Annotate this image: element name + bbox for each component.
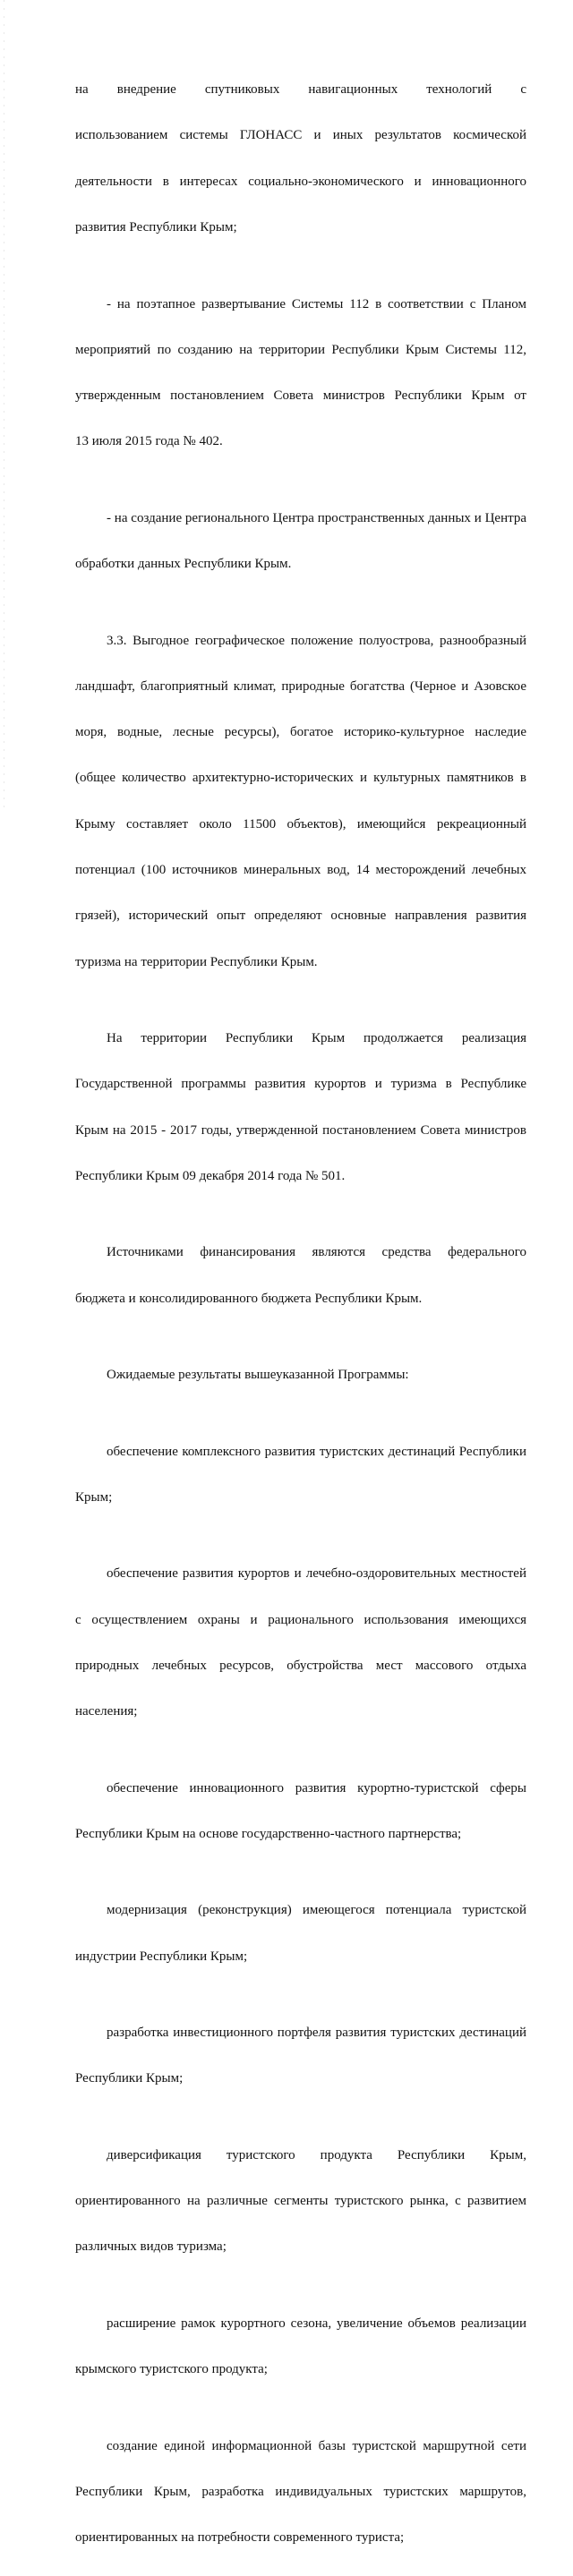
- line: бюджета и консолидированного бюджета Республики Крым.: [75, 1291, 423, 1306]
- line: обеспечение развития курортов и лечебно-оздоровительных местностей: [107, 1566, 526, 1582]
- line: обработки данных Республики Крым.: [75, 557, 292, 572]
- line: Крым;: [75, 1489, 113, 1505]
- line: обеспечение комплексного развития туристских дестинаций Республики: [107, 1444, 526, 1459]
- line: Республики Крым на основе государственно-частного партнерства;: [75, 1826, 462, 1841]
- paragraph-p4: [75, 602, 526, 1000]
- line: Республики Крым;: [75, 2071, 184, 2086]
- line: (общее количество архитектурно-исторических и культурных памятников в: [75, 771, 526, 786]
- line: - на поэтапное развертывание Системы 112 в соответствии с Планом: [107, 296, 526, 311]
- line: Республики Крым, разработка индивидуальных туристских маршрутов,: [75, 2484, 526, 2499]
- line: модернизация (реконструкция) имеющегося потенциала туристской: [107, 1903, 526, 1918]
- line: расширение рамок курортного сезона, увеличение объемов реализации: [107, 2316, 526, 2331]
- line: с осуществлением охраны и рационального использования имеющихся: [75, 1612, 526, 1627]
- paragraph-p6: [75, 1215, 526, 1337]
- line: туризма на территории Республики Крым.: [75, 954, 318, 969]
- line: ориентированных на потребности современного туриста;: [75, 2530, 405, 2546]
- line: Крыму составляет около 11500 объектов), имеющийся рекреационный: [75, 816, 526, 832]
- line: ландшафт, благоприятный климат, природные богатства (Черное и Азовское: [75, 678, 526, 694]
- line: Ожидаемые результаты вышеуказанной Программы:: [107, 1368, 409, 1383]
- line: обеспечение инновационного развития курортно-туристской сферы: [107, 1780, 526, 1796]
- line: потенциал (100 источников минеральных вод, 14 месторождений лечебных: [75, 862, 526, 877]
- line: разработка инвестиционного портфеля развития туристских дестинаций: [107, 2026, 526, 2041]
- line: - на создание регионального Центра пространственных данных и Центра: [107, 510, 526, 525]
- line: создание единой информационной базы туристской маршрутной сети: [107, 2438, 526, 2453]
- paragraph-p12: [75, 1995, 526, 2118]
- paragraph-p1: [75, 52, 526, 266]
- line: использованием системы ГЛОНАСС и иных результатов космической: [75, 128, 526, 143]
- line: природных лечебных ресурсов, обустройства мест массового отдыха: [75, 1658, 526, 1673]
- paragraph-p8: [75, 1413, 526, 1536]
- line: индустрии Республики Крым;: [75, 1949, 248, 1964]
- line: различных видов туризма;: [75, 2239, 227, 2255]
- paragraph-p9: [75, 1536, 526, 1750]
- paragraph-p14: [75, 2286, 526, 2409]
- line: моря, водные, лесные ресурсы), богатое историко-культурное наследие: [75, 725, 526, 740]
- line: населения;: [75, 1704, 138, 1719]
- paragraph-p13: [75, 2118, 526, 2286]
- line: 13 июля 2015 года № 402.: [75, 434, 223, 449]
- line: мероприятий по созданию на территории Республики Крым Системы 112,: [75, 342, 526, 357]
- paragraph-p3: [75, 481, 526, 603]
- line: на внедрение спутниковых навигационных технологий с: [75, 82, 526, 98]
- paragraph-p11: [75, 1872, 526, 1995]
- line: 3.3. Выгодное географическое положение полуострова, разнообразный: [107, 633, 526, 648]
- paragraph-p15: [75, 2408, 526, 2576]
- paragraph-p10: [75, 1750, 526, 1872]
- line: ориентированного на различные сегменты туристского рынка, с развитием: [75, 2194, 526, 2209]
- line: развития Республики Крым;: [75, 220, 237, 235]
- line: Государственной программы развития курортов и туризма в Республике: [75, 1077, 526, 1092]
- paragraph-p7: [75, 1337, 526, 1413]
- line: грязей), исторический опыт определяют основные направления развития: [75, 908, 526, 924]
- line: утвержденным постановлением Совета министров Республики Крым от: [75, 388, 526, 404]
- line: деятельности в интересах социально-экономического и инновационного: [75, 174, 526, 189]
- line: На территории Республики Крым продолжается реализация: [107, 1031, 526, 1045]
- line: диверсификация туристского продукта Республики Крым,: [107, 2147, 526, 2162]
- paragraph-p2: [75, 266, 526, 480]
- document-page: [75, 52, 526, 2576]
- line: Крым на 2015 - 2017 годы, утвержденной постановлением Совета министров: [75, 1122, 526, 1138]
- line: крымского туристского продукта;: [75, 2362, 268, 2377]
- line: Источниками финансирования являются средства федерального: [107, 1245, 526, 1260]
- paragraph-p5: [75, 1001, 526, 1215]
- line: Республики Крым 09 декабря 2014 года № 501.: [75, 1168, 346, 1183]
